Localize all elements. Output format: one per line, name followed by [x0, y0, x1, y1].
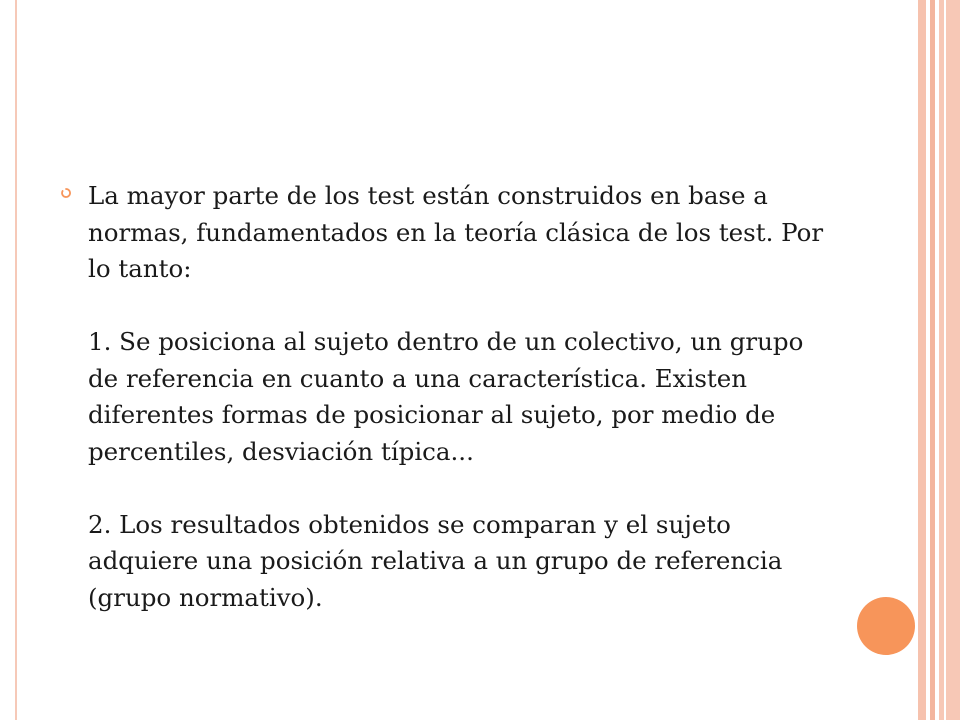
orange-circle-decoration	[857, 597, 915, 655]
bullet-text: La mayor parte de los test están construidos en base a normas, fundamentados en la teoría clásica de los test. Por lo tanto: 1. Se posiciona al sujeto dentro de un colectivo, un grupo de referencia en cuanto a una característica. Existen diferentes formas de posicionar al sujeto, por medio de percentiles, desviación típica... 2. Los resultados obtenidos se comparan y el sujeto adquiere una posición relativa a un grupo de referencia (grupo normativo).	[88, 181, 824, 612]
right-decorative-stripe	[939, 0, 960, 720]
ring-bullet-icon	[61, 188, 71, 198]
right-decorative-gap	[944, 0, 946, 720]
left-decorative-line	[15, 0, 17, 720]
right-decorative-stripe	[918, 0, 926, 720]
